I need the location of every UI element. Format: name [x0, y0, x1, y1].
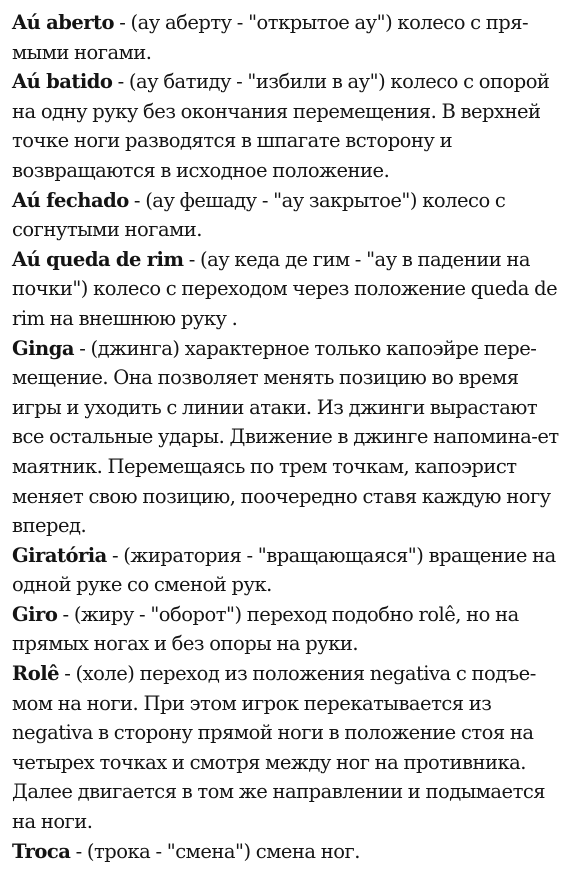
entry-definition: - (ау кеда де гим - "ау в падении на почки") колесо с переходом через положение queda de rim на внешнюю руку .: [12, 247, 558, 330]
glossary-entry-role: [12, 659, 564, 837]
glossary-entry-troca: [12, 837, 564, 867]
entry-definition: - (жиратория - "вращающаяся") вращение на одной руке со сменой рук.: [12, 543, 556, 597]
glossary-entry-au-queda-de-rim: [12, 245, 564, 334]
entry-term: Ginga: [12, 336, 75, 360]
entry-term: Giro: [12, 602, 58, 626]
glossary-text: [12, 8, 564, 866]
entry-definition: - (джинга) характерное только капоэйре пере-мещение. Она позволяет менять позицию во время игры и уходить с линии атаки. Из джинги вырастают все остальные удары. Движение в джинге напомина-ет маятник. Перемещаясь по трем точкам, капоэрист меняет свою позицию, поочередно ставя каждую ногу вперед.: [12, 336, 559, 538]
entry-term: Rolê: [12, 662, 60, 686]
entry-definition: - (ау батиду - "избили в ау") колесо с опорой на одну руку без окончания перемещения. В верхней точке ноги разводятся в шпагате всторону и возвращаются в исходное положение.: [12, 70, 550, 182]
entry-term: Aú queda de rim: [12, 247, 184, 271]
glossary-entry-au-batido: [12, 67, 564, 185]
entry-definition: - (холе) переход из положения negativa с подъе-мом на ноги. При этом игрок перекатывается из negativa в сторону прямой ноги в положение стоя на четырех точках и смотря между ног на противника. Далее двигается в том же направлении и подымается на ноги.: [12, 662, 546, 834]
entry-term: Troca: [12, 839, 71, 863]
entry-definition: - (ау фешаду - "ау закрытое") колесо с согнутыми ногами.: [12, 188, 506, 242]
entry-term: Giratória: [12, 543, 107, 567]
entry-term: Aú batido: [12, 70, 113, 94]
entry-definition: - (трока - "смена") смена ног.: [70, 839, 360, 863]
glossary-entry-giro: [12, 600, 564, 659]
entry-definition: - (ау аберту - "открытое ау") колесо с пря-мыми ногами.: [12, 11, 529, 64]
glossary-entry-au-fechado: [12, 186, 564, 245]
entry-term: Aú aberto: [12, 11, 115, 34]
glossary-entry-giratoria: [12, 541, 564, 600]
entry-definition: - (жиру - "оборот") переход подобно rolê, но на прямых ногах и без опоры на руки.: [12, 602, 519, 656]
entry-term: Aú fechado: [12, 188, 129, 212]
glossary-entry-au-aberto: [12, 8, 564, 67]
glossary-entry-ginga: [12, 334, 564, 541]
